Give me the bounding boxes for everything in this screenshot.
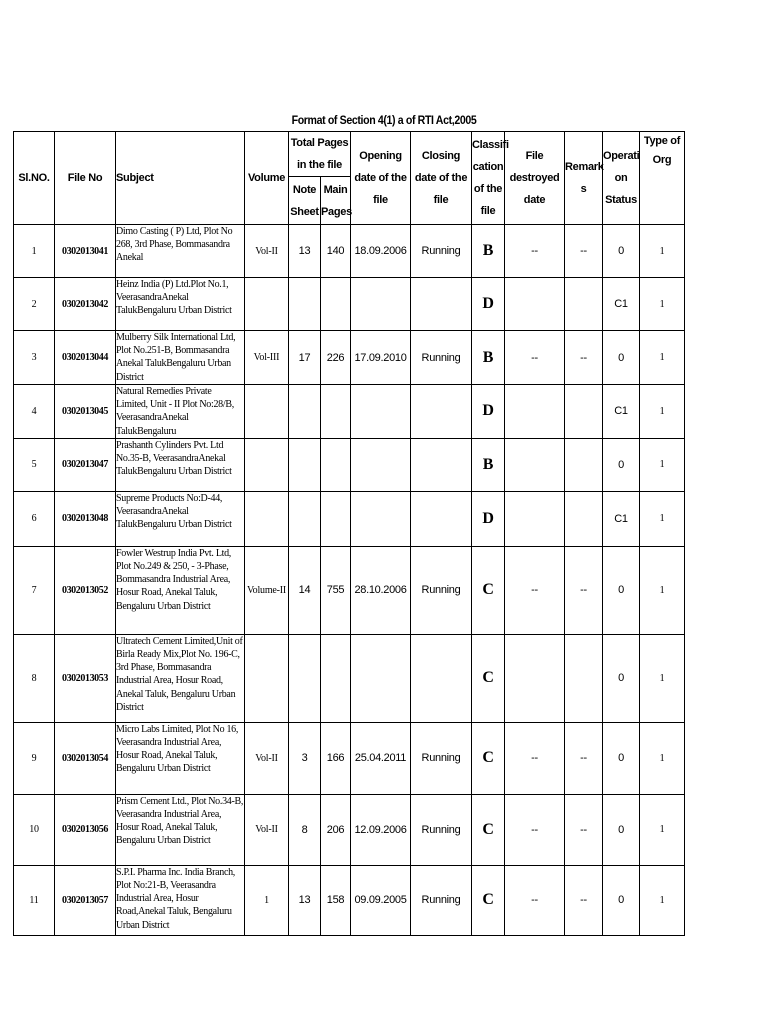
cell-file-no: 0302013044 [55,331,116,385]
cell-slno: 9 [14,722,55,794]
cell-remarks: -- [565,225,603,278]
table-body [14,225,685,936]
cell-main-pages: 226 [321,331,351,385]
cell-file-no: 0302013056 [55,794,116,865]
cell-file-destroyed-date: -- [505,331,565,385]
cell-volume [245,385,289,439]
table-row [14,722,685,794]
cell-main-pages [321,491,351,546]
cell-file-destroyed-date: -- [505,794,565,865]
cell-note-sheet [289,438,321,491]
cell-file-no: 0302013041 [55,225,116,278]
table-row [14,865,685,935]
cell-slno: 7 [14,546,55,634]
cell-operation-status: 0 [603,722,640,794]
cell-main-pages [321,278,351,331]
cell-note-sheet: 17 [289,331,321,385]
cell-file-no: 0302013042 [55,278,116,331]
cell-subject: Natural Remedies Private Limited, Unit - II Plot No:28/B, VeerasandraAnekal TalukBengaluru [116,385,245,439]
cell-file-no: 0302013048 [55,491,116,546]
cell-file-no: 0302013047 [55,438,116,491]
cell-remarks: -- [565,794,603,865]
cell-subject: Micro Labs Limited, Plot No 16, Veerasandra Industrial Area, Hosur Road, Anekal Taluk, Bengaluru Urban District [116,722,245,794]
cell-subject: Ultratech Cement Limited,Unit of Birla Ready Mix,Plot No. 196-C, 3rd Phase, Bommasandra Industrial Area, Hosur Road, Anekal Taluk, Bengaluru Urban District [116,634,245,722]
header-classification: Classifi cation of the file [472,132,505,225]
table-row [14,385,685,439]
cell-volume: Volume-II [245,546,289,634]
header-file-destroyed-date: File destroyed date [505,132,565,225]
cell-opening-date: 25.04.2011 [351,722,411,794]
cell-subject: Fowler Westrup India Pvt. Ltd, Plot No.249 & 250, - 3-Phase, Bommasandra Industrial Area, Hosur Road, Anekal Taluk, Bengaluru Urban District [116,546,245,634]
cell-classification: C [472,794,505,865]
cell-type-of-org: 1 [640,865,685,935]
cell-note-sheet: 8 [289,794,321,865]
cell-volume: Vol-III [245,331,289,385]
cell-main-pages [321,385,351,439]
cell-remarks: -- [565,722,603,794]
cell-remarks [565,634,603,722]
cell-main-pages: 206 [321,794,351,865]
cell-opening-date [351,438,411,491]
cell-classification: D [472,491,505,546]
cell-remarks [565,278,603,331]
cell-file-destroyed-date [505,385,565,439]
cell-opening-date: 12.09.2006 [351,794,411,865]
cell-volume [245,634,289,722]
cell-type-of-org: 1 [640,546,685,634]
cell-classification: D [472,278,505,331]
cell-classification: C [472,865,505,935]
cell-remarks: -- [565,865,603,935]
table-row [14,794,685,865]
cell-closing-date: Running [411,865,472,935]
cell-slno: 6 [14,491,55,546]
cell-main-pages: 158 [321,865,351,935]
cell-main-pages: 166 [321,722,351,794]
cell-remarks [565,385,603,439]
cell-classification: B [472,331,505,385]
cell-classification: B [472,438,505,491]
cell-file-no: 0302013052 [55,546,116,634]
cell-operation-status: 0 [603,794,640,865]
table-row [14,225,685,278]
cell-opening-date: 09.09.2005 [351,865,411,935]
cell-closing-date [411,491,472,546]
cell-file-destroyed-date: -- [505,722,565,794]
cell-type-of-org: 1 [640,634,685,722]
cell-type-of-org: 1 [640,438,685,491]
cell-volume [245,438,289,491]
cell-volume: Vol-II [245,225,289,278]
table-row [14,438,685,491]
cell-slno: 2 [14,278,55,331]
cell-note-sheet: 14 [289,546,321,634]
cell-operation-status: 0 [603,865,640,935]
cell-subject: S.P.I. Pharma Inc. India Branch, Plot No:21-B, Veerasandra Industrial Area, Hosur Road,Anekal Taluk, Bengaluru Urban District [116,865,245,935]
cell-slno: 11 [14,865,55,935]
cell-opening-date: 18.09.2006 [351,225,411,278]
cell-subject: Heinz India (P) Ltd.Plot No.1, VeerasandraAnekal TalukBengaluru Urban District [116,278,245,331]
cell-subject: Prashanth Cylinders Pvt. Ltd No.35-B, VeerasandraAnekal TalukBengaluru Urban District [116,438,245,491]
cell-file-destroyed-date [505,634,565,722]
header-operation-status: Operati on Status [603,132,640,225]
cell-opening-date: 17.09.2010 [351,331,411,385]
cell-operation-status: 0 [603,634,640,722]
cell-type-of-org: 1 [640,225,685,278]
cell-slno: 8 [14,634,55,722]
cell-slno: 4 [14,385,55,439]
cell-opening-date: 28.10.2006 [351,546,411,634]
cell-main-pages [321,634,351,722]
cell-operation-status: 0 [603,546,640,634]
cell-slno: 5 [14,438,55,491]
cell-file-destroyed-date [505,438,565,491]
header-main-pages: Main Pages [321,177,351,225]
header-subject: Subject [116,132,245,225]
cell-operation-status: 0 [603,225,640,278]
rti-table [13,131,685,936]
table-row [14,546,685,634]
cell-note-sheet [289,385,321,439]
cell-file-destroyed-date: -- [505,225,565,278]
cell-volume [245,278,289,331]
cell-closing-date [411,438,472,491]
header-volume: Volume [245,132,289,225]
cell-type-of-org: 1 [640,278,685,331]
cell-closing-date: Running [411,722,472,794]
cell-file-no: 0302013053 [55,634,116,722]
cell-classification: D [472,385,505,439]
cell-closing-date [411,634,472,722]
cell-classification: B [472,225,505,278]
cell-remarks [565,438,603,491]
table-header [14,132,685,225]
cell-classification: C [472,546,505,634]
header-total-pages: Total Pages in the file [289,132,351,177]
table-row [14,278,685,331]
cell-main-pages: 140 [321,225,351,278]
cell-note-sheet [289,634,321,722]
cell-remarks [565,491,603,546]
cell-closing-date: Running [411,225,472,278]
header-remarks: Remark s [565,132,603,225]
cell-note-sheet: 13 [289,225,321,278]
cell-type-of-org: 1 [640,385,685,439]
cell-note-sheet [289,491,321,546]
cell-type-of-org: 1 [640,722,685,794]
cell-closing-date [411,278,472,331]
cell-file-no: 0302013054 [55,722,116,794]
cell-closing-date: Running [411,794,472,865]
table-row [14,634,685,722]
table-row [14,491,685,546]
header-opening-date: Opening date of the file [351,132,411,225]
cell-classification: C [472,722,505,794]
cell-volume: Vol-II [245,794,289,865]
cell-subject: Mulberry Silk International Ltd, Plot No.251-B, Bommasandra Anekal TalukBengaluru Urban District [116,331,245,385]
cell-operation-status: C1 [603,278,640,331]
header-slno: Sl.NO. [14,132,55,225]
cell-closing-date: Running [411,331,472,385]
cell-file-no: 0302013045 [55,385,116,439]
cell-classification: C [472,634,505,722]
cell-note-sheet: 13 [289,865,321,935]
cell-closing-date: Running [411,546,472,634]
cell-volume: 1 [245,865,289,935]
cell-closing-date [411,385,472,439]
cell-file-no: 0302013057 [55,865,116,935]
cell-note-sheet [289,278,321,331]
cell-file-destroyed-date: -- [505,865,565,935]
cell-file-destroyed-date [505,491,565,546]
cell-operation-status: C1 [603,385,640,439]
cell-type-of-org: 1 [640,794,685,865]
cell-note-sheet: 3 [289,722,321,794]
cell-remarks: -- [565,331,603,385]
cell-subject: Dimo Casting ( P) Ltd, Plot No 268, 3rd Phase, Bommasandra Anekal [116,225,245,278]
header-closing-date: Closing date of the file [411,132,472,225]
cell-main-pages: 755 [321,546,351,634]
cell-type-of-org: 1 [640,331,685,385]
cell-type-of-org: 1 [640,491,685,546]
cell-subject: Prism Cement Ltd., Plot No.34-B, Veerasandra Industrial Area, Hosur Road, Anekal Taluk, Bengaluru Urban District [116,794,245,865]
table-row [14,331,685,385]
cell-remarks: -- [565,546,603,634]
cell-main-pages [321,438,351,491]
cell-operation-status: C1 [603,491,640,546]
cell-subject: Supreme Products No:D-44, VeerasandraAnekal TalukBengaluru Urban District [116,491,245,546]
cell-volume: Vol-II [245,722,289,794]
cell-operation-status: 0 [603,331,640,385]
cell-slno: 3 [14,331,55,385]
cell-slno: 1 [14,225,55,278]
cell-volume [245,491,289,546]
cell-file-destroyed-date: -- [505,546,565,634]
header-note-sheet: Note Sheet [289,177,321,225]
cell-slno: 10 [14,794,55,865]
cell-opening-date [351,491,411,546]
header-file-no: File No [55,132,116,225]
cell-file-destroyed-date [505,278,565,331]
cell-operation-status: 0 [603,438,640,491]
cell-opening-date [351,278,411,331]
cell-opening-date [351,634,411,722]
cell-opening-date [351,385,411,439]
header-type-of-org: Type of Org [640,132,685,225]
document-title: Format of Section 4(1) a of RTI Act,2005 [291,115,477,127]
